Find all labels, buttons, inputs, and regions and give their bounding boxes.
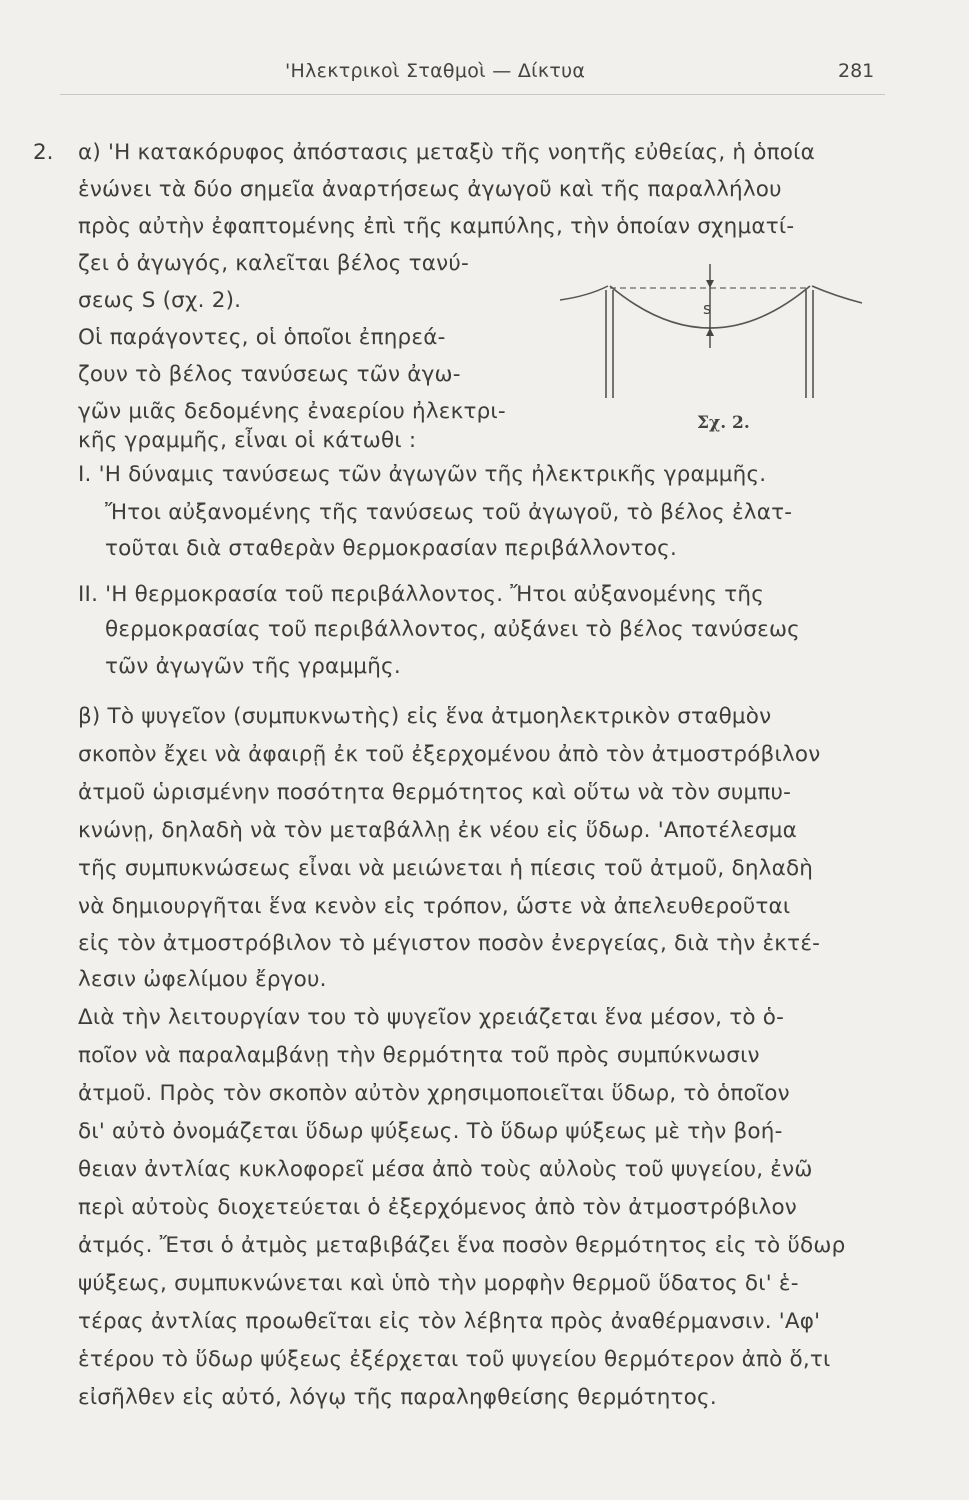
text-line: τῶν ἀγωγῶν τῆς γραμμῆς.	[105, 654, 401, 679]
text-line: ἑνώνει τὰ δύο σημεῖα ἀναρτήσεως ἀγωγοῦ καὶ τῆς παραλλήλου	[78, 177, 782, 202]
text-line: εἰς τὸν ἀτμοστρόβιλον τὸ μέγιστον ποσὸν ἐνεργείας, διὰ τὴν ἐκτέ-	[78, 931, 821, 956]
text-line: Ἤτοι αὐξανομένης τῆς τανύσεως τοῦ ἀγωγοῦ, τὸ βέλος ἐλατ-	[105, 500, 793, 525]
text-line: Διὰ τὴν λειτουργίαν του τὸ ψυγεῖον χρειάζεται ἕνα μέσον, τὸ ὁ-	[78, 1005, 785, 1030]
text-line: θερμοκρασίας τοῦ περιβάλλοντος, αὐξάνει τὸ βέλος τανύσεως	[105, 617, 800, 642]
text-line: ἀτμός. Ἔτσι ὁ ἀτμὸς μεταβιβάζει ἕνα ποσὸν θερμότητος εἰς τὸ ὕδωρ	[78, 1233, 846, 1258]
figure-sag-diagram	[540, 258, 875, 438]
running-header-title: 'Ηλεκτρικοὶ Σταθμοὶ — Δίκτυα	[285, 60, 586, 82]
figure-caption: Σχ. 2.	[697, 413, 750, 433]
text-line: ἀτμοῦ. Πρὸς τὸν σκοπὸν αὐτὸν χρησιμοποιεῖται ὕδωρ, τὸ ὁποῖον	[78, 1081, 790, 1106]
text-line: α) 'Η κατακόρυφος ἀπόστασις μεταξὺ τῆς νοητῆς εὐθείας, ἡ ὁποία	[78, 140, 815, 165]
text-line: ζουν τὸ βέλος τανύσεως τῶν ἀγω-	[78, 362, 461, 387]
text-line: περὶ αὐτοὺς διοχετεύεται ὁ ἐξερχόμενος ἀπὸ τὸν ἀτμοστρόβιλον	[78, 1195, 798, 1220]
text-line: ζει ὁ ἀγωγός, καλεῖται βέλος τανύ-	[78, 251, 469, 276]
text-line: κνώνῃ, δηλαδὴ νὰ τὸν μεταβάλλῃ ἐκ νέου εἰς ὕδωρ. 'Αποτέλεσμα	[78, 818, 798, 843]
text-line: ἀτμοῦ ὡρισμένην ποσότητα θερμότητος καὶ οὕτω νὰ τὸν συμπυ-	[78, 780, 792, 805]
text-line: ποῖον νὰ παραλαμβάνῃ τὴν θερμότητα τοῦ πρὸς συμπύκνωσιν	[78, 1043, 760, 1068]
text-line: Οἱ παράγοντες, οἱ ὁποῖοι ἐπηρεά-	[78, 325, 446, 350]
text-line: I. 'Η δύναμις τανύσεως τῶν ἀγωγῶν τῆς ἠλεκτρικῆς γραμμῆς.	[78, 462, 767, 487]
text-line: τῆς συμπυκνώσεως εἶναι νὰ μειώνεται ἡ πίεσις τοῦ ἀτμοῦ, δηλαδὴ	[78, 856, 814, 881]
text-line: εἰσῆλθεν εἰς αὐτό, λόγῳ τῆς παραληφθείσης θερμότητος.	[78, 1385, 717, 1410]
text-line: σεως S (σχ. 2).	[78, 288, 242, 313]
page-number: 281	[838, 60, 875, 82]
text-line: νὰ δημιουργῆται ἕνα κενὸν εἰς τρόπον, ὥστε νὰ ἀπελευθεροῦται	[78, 894, 791, 919]
text-line: θειαν ἀντλίας κυκλοφορεῖ μέσα ἀπὸ τοὺς αὐλοὺς τοῦ ψυγείου, ἐνῶ	[78, 1157, 813, 1182]
text-line: ψύξεως, συμπυκνώνεται καὶ ὑπὸ τὴν μορφὴν θερμοῦ ὕδατος δι' ἑ-	[78, 1271, 799, 1296]
text-line: κῆς γραμμῆς, εἶναι οἱ κάτωθι :	[78, 428, 417, 453]
text-line: τοῦται διὰ σταθερὰν θερμοκρασίαν περιβάλλοντος.	[105, 536, 677, 561]
header-rule	[60, 94, 885, 95]
text-line: ἑτέρου τὸ ὕδωρ ψύξεως ἐξέρχεται τοῦ ψυγείου θερμότερον ἀπὸ ὅ,τι	[78, 1347, 831, 1372]
text-line: σκοπὸν ἔχει νὰ ἀφαιρῇ ἐκ τοῦ ἐξερχομένου ἀπὸ τὸν ἀτμοστρόβιλον	[78, 742, 821, 767]
sag-label: s	[703, 299, 712, 318]
text-line: β) Τὸ ψυγεῖον (συμπυκνωτὴς) εἰς ἕνα ἀτμοηλεκτρικὸν σταθμὸν	[78, 704, 772, 729]
item-number: 2.	[33, 140, 54, 165]
text-line: πρὸς αὐτὴν ἐφαπτομένης ἐπὶ τῆς καμπύλης, τὴν ὁποίαν σχηματί-	[78, 214, 795, 239]
text-line: δι' αὐτὸ ὀνομάζεται ὕδωρ ψύξεως. Τὸ ὕδωρ ψύξεως μὲ τὴν βοή-	[78, 1119, 783, 1144]
text-line: γῶν μιᾶς δεδομένης ἐναερίου ἠλεκτρι-	[78, 399, 506, 424]
text-line: λεσιν ὠφελίμου ἔργου.	[78, 967, 327, 992]
text-line: τέρας ἀντλίας προωθεῖται εἰς τὸν λέβητα πρὸς ἀναθέρμανσιν. 'Αφ'	[78, 1309, 821, 1334]
text-line: II. 'Η θερμοκρασία τοῦ περιβάλλοντος. Ἤτοι αὐξανομένης τῆς	[78, 582, 765, 607]
